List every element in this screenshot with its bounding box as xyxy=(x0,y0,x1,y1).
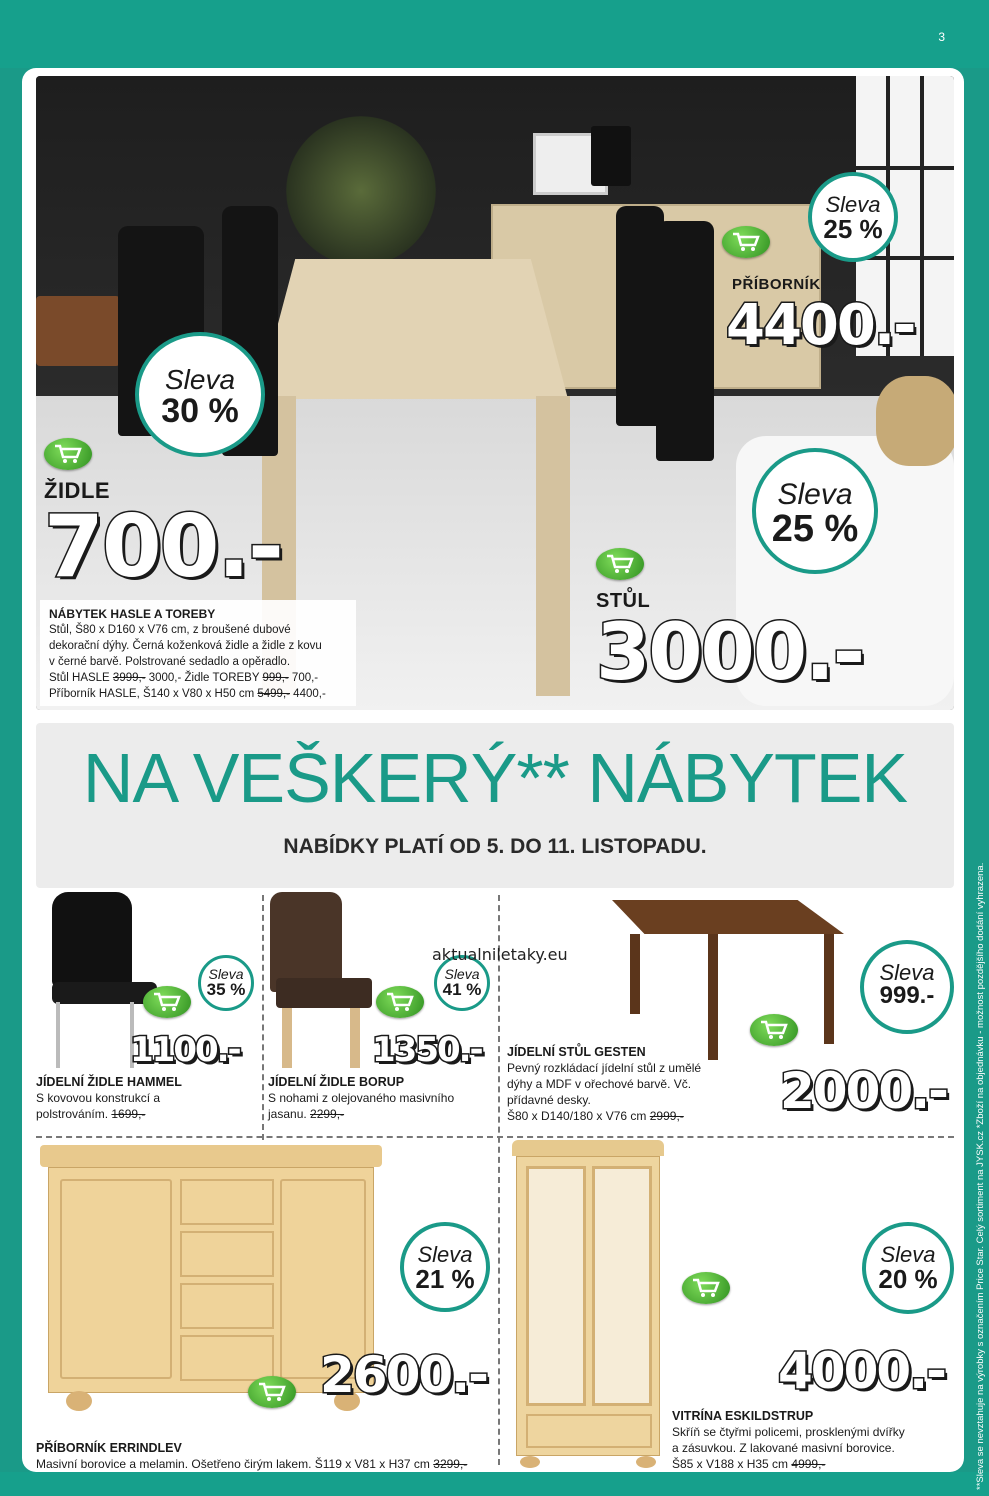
chair-borup-image xyxy=(270,892,375,1072)
hammel-description: JÍDELNÍ ŽIDLE HAMMEL S kovovou konstrukcí a polstrováním. 1699,- xyxy=(36,1075,182,1121)
chair-label: ŽIDLE xyxy=(44,478,111,503)
discount-bubble-chair: Sleva 30 % xyxy=(135,332,265,457)
discount-bubble-sideboard: Sleva 25 % xyxy=(808,172,898,262)
gesten-description: JÍDELNÍ STŮL GESTEN Pevný rozkládací jídelní stůl z umělé dýhy a MDF v ořechové barvě. Vč. přídavné desky. Š80 x D140/180 x V76 cm 2999,- xyxy=(507,1045,702,1123)
sideboard-price: 4400.- xyxy=(726,293,915,358)
table-label: STŮL xyxy=(596,590,651,612)
eskildstrup-price: 4000.- xyxy=(778,1342,945,1400)
discount-bubble-table: Sleva 25 % xyxy=(752,448,878,574)
banner-subline: NABÍDKY PLATÍ OD 5. DO 11. LISTOPADU. xyxy=(283,835,707,858)
chair-price: 700.- xyxy=(44,497,282,597)
banner-headline: NA VEŠKERÝ** NÁBYTEK xyxy=(82,739,908,817)
cabinet-eskildstrup-image xyxy=(512,1140,664,1468)
cart-icon xyxy=(750,1014,798,1046)
discount-bubble-hammel: Sleva 35 % xyxy=(198,955,254,1011)
pouf xyxy=(876,376,954,466)
table-image xyxy=(258,259,568,399)
sideboard-label: PŘÍBORNÍK xyxy=(732,276,821,293)
discount-bubble-eskildstrup: Sleva 20 % xyxy=(862,1222,954,1314)
cart-icon xyxy=(44,438,92,470)
side-footnote: **Sleva se nevztahuje na výrobky s označením Price Star. Celý sortiment na JYSK.cz *Zboží na objednávku - možnost pozdějšího dodání vyhrazena. xyxy=(975,862,986,1490)
lamp xyxy=(591,126,631,186)
cart-icon xyxy=(596,548,644,580)
plant xyxy=(286,116,436,266)
divider xyxy=(36,1136,954,1138)
eskildstrup-description: VITRÍNA ESKILDSTRUP Skříň se čtyřmi policemi, prosklenými dvířky a zásuvkou. Z lakované masivní borovice. Š85 x V188 x H35 cm 4999,- xyxy=(672,1409,905,1471)
cart-icon xyxy=(722,226,770,258)
promo-banner xyxy=(36,723,954,888)
divider xyxy=(262,895,264,1140)
hero-info-box: NÁBYTEK HASLE A TOREBY Stůl, Š80 x D160 x V76 cm, z broušené dubové dekorační dýhy. Černá koženková židle a židle z kovu v černé barvě. Polstrované sedadlo a opěradlo. Stůl HASLE 3999,- 3000,- Židle TOREBY 999,- 700,- Příborník HASLE, Š140 x V80 x H50 cm 5499,- 4400,- xyxy=(40,600,356,706)
discount-bubble-gesten: Sleva 999.- xyxy=(860,940,954,1034)
table-gesten-image xyxy=(612,900,844,1060)
cart-icon xyxy=(143,986,191,1018)
errindlev-description: PŘÍBORNÍK ERRINDLEV Masivní borovice a melamin. Ošetřeno čirým lakem. Š119 x V81 x H37 cm 3299,- xyxy=(36,1441,468,1471)
divider xyxy=(498,895,500,1465)
info-title: NÁBYTEK HASLE A TOREBY xyxy=(49,607,216,621)
cart-icon xyxy=(376,986,424,1018)
errindlev-price: 2600.- xyxy=(320,1346,487,1404)
chair-image xyxy=(656,221,714,461)
cart-icon xyxy=(248,1376,296,1408)
borup-price: 1350.- xyxy=(372,1030,482,1070)
hammel-price: 1100.- xyxy=(130,1030,240,1070)
borup-description: JÍDELNÍ ŽIDLE BORUP S nohami z olejovaného masivního jasanu. 2299,- xyxy=(268,1075,455,1121)
gesten-price: 2000.- xyxy=(780,1062,947,1120)
table-price: 3000.- xyxy=(596,608,864,698)
page-number: 3 xyxy=(938,30,945,44)
suitcase xyxy=(36,296,120,366)
watermark: aktualniletaky.eu xyxy=(432,945,568,964)
cart-icon xyxy=(682,1272,730,1304)
bottom-bar xyxy=(0,1472,989,1496)
discount-bubble-borup: Sleva 41 % xyxy=(434,955,490,1011)
top-bar xyxy=(0,0,989,68)
discount-bubble-errindlev: Sleva 21 % xyxy=(400,1222,490,1312)
